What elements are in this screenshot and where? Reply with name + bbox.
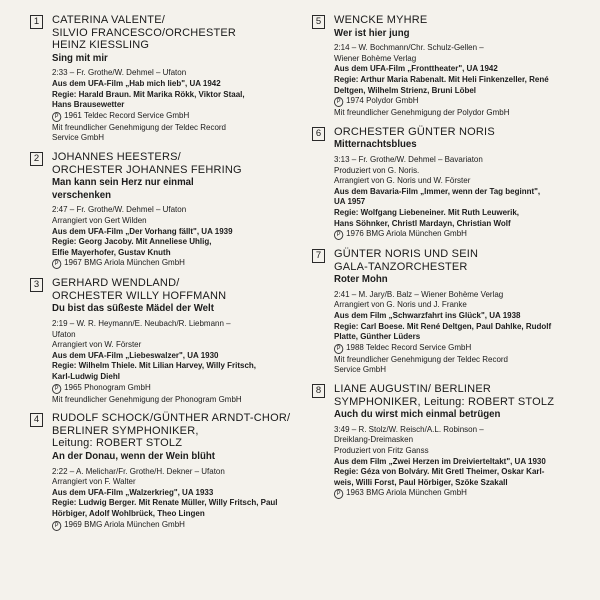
credit-text: Karl-Ludwig Diehl [52, 371, 120, 382]
artist-line: ORCHESTER JOHANNES FEHRING [52, 163, 242, 176]
credit-text: Mit freundlicher Genehmigung der Phonogram GmbH [52, 393, 242, 404]
credit-text: 3:13 – Fr. Grothe/W. Dehmel – Bavariaton [334, 153, 483, 164]
credit-text: Regie: Carl Boese. Mit René Deltgen, Paul Dahlke, Rudolf [334, 320, 552, 331]
credit-text: 3:49 – R. Stolz/W. Reisch/A.L. Robinson – [334, 423, 484, 434]
credit-text: Aus dem UFA-Film „Der Vorhang fällt", UA 1939 [52, 225, 233, 236]
credit-line [52, 497, 290, 508]
credit-line [334, 186, 567, 197]
credit-line [334, 74, 567, 85]
credit-line [334, 228, 567, 240]
credit-line [52, 204, 290, 215]
credit-line [334, 42, 567, 53]
credit-line [334, 456, 567, 467]
credit-text: Elfie Mayerhofer, Gustav Knuth [52, 246, 171, 257]
credit-line [52, 132, 290, 143]
credit-line [334, 466, 567, 477]
credit-text: 1961 Teldec Record Service GmbH [64, 109, 190, 120]
credit-line [52, 318, 290, 329]
phonogram-p-icon: P [334, 344, 343, 354]
credit-line [334, 354, 567, 365]
credit-text: Regie: Arthur Maria Rabenalt. Mit Heli Finkenzeller, René [334, 73, 549, 84]
artist-line: ORCHESTER GÜNTER NORIS [334, 125, 495, 138]
credit-text: 1988 Teldec Record Service GmbH [346, 341, 472, 352]
song-title: Mitternachtsblues [334, 138, 417, 151]
credit-line [52, 487, 290, 498]
track-8 [312, 383, 584, 499]
credit-line [52, 67, 290, 78]
credit-text: 2:22 – A. Melichar/Fr. Grothe/H. Dekner – Ufaton [52, 465, 225, 476]
credit-text: UA 1957 [334, 196, 366, 207]
credit-text: Aus dem UFA-Film „Walzerkrieg", UA 1933 [52, 486, 214, 497]
song-title: Roter Mohn [334, 273, 388, 286]
artist-line: ORCHESTER WILLY HOFFMANN [52, 289, 227, 302]
credit-text: Produziert von G. Noris. [334, 164, 420, 175]
track-number-box: 3 [30, 278, 43, 292]
credit-text: Deltgen, Wilhelm Strienz, Bruni Löbel [334, 84, 477, 95]
artist-line: Leitung: ROBERT STOLZ [52, 437, 183, 450]
track-7 [312, 248, 584, 375]
credit-line [334, 331, 567, 342]
credit-text: Service GmbH [52, 132, 104, 143]
credit-line [52, 78, 290, 89]
artist-line: CATERINA VALENTE/ [52, 14, 166, 26]
credit-text: Hans Brausewetter [52, 99, 125, 110]
credit-line [52, 339, 290, 350]
credit-line [52, 350, 290, 361]
credit-line [52, 371, 290, 382]
track-number-box: 7 [312, 249, 325, 263]
right-column [312, 14, 584, 507]
credit-line [52, 247, 290, 258]
track-1 [30, 14, 308, 143]
track-2 [30, 151, 308, 269]
credit-line [334, 364, 567, 375]
credit-line [334, 95, 567, 107]
phonogram-p-icon: P [52, 112, 61, 122]
credit-text: 1963 BMG Ariola München GmbH [346, 487, 467, 498]
credit-line [52, 215, 290, 226]
credit-line [52, 382, 290, 394]
credit-line [334, 63, 567, 74]
credit-text: Regie: Wolfgang Liebeneiner. Mit Ruth Leuwerik, [334, 206, 520, 217]
song-title: Sing mit mir [52, 51, 108, 64]
credit-text: Platte, Günther Lüders [334, 331, 421, 342]
phonogram-p-icon: P [334, 97, 343, 107]
song-title: Wer ist hier jung [334, 26, 410, 39]
track-6 [312, 126, 584, 240]
credit-line [334, 477, 567, 488]
credit-line [334, 218, 567, 229]
credit-text: Aus dem Film „Schwarzfahrt ins Glück", UA 1938 [334, 310, 521, 321]
credit-line [52, 226, 290, 237]
credit-text: Hörbiger, Adolf Wohlbrück, Theo Lingen [52, 507, 205, 518]
credit-line [334, 154, 567, 165]
credit-line [52, 394, 290, 405]
credit-line [334, 321, 567, 332]
song-title: Du bist das süßeste Mädel der Welt [52, 302, 214, 315]
artist-line: GERHARD WENDLAND/ [52, 277, 180, 290]
track-number-box: 2 [30, 152, 43, 166]
credit-text: 2:14 – W. Bochmann/Chr. Schulz-Gellen – [334, 42, 484, 53]
credit-line [52, 89, 290, 100]
credit-text: Mit freundlicher Genehmigung der Teldec Record [334, 353, 508, 364]
credit-text: Arrangiert von G. Noris und J. Franke [334, 299, 467, 310]
track-number-box: 4 [30, 413, 43, 427]
credit-text: Aus dem UFA-Film „Liebeswalzer", UA 1930 [52, 349, 219, 360]
track-number-box: 5 [312, 15, 325, 29]
artist-line: JOHANNES HEESTERS/ [52, 150, 181, 163]
credit-line [334, 196, 567, 207]
credit-line [334, 299, 567, 310]
credit-line [334, 85, 567, 96]
credit-text: 1967 BMG Ariola München GmbH [64, 257, 185, 268]
credit-text: Arrangiert von Gert Wilden [52, 214, 147, 225]
credit-text: Dreiklang-Dreimasken [334, 434, 414, 445]
artist-line: HEINZ KIESSLING [52, 39, 150, 52]
credit-text: Aus dem UFA-Film „Fronttheater", UA 1942 [334, 63, 498, 74]
artist-line: SILVIO FRANCESCO/ORCHESTER [52, 26, 237, 39]
credit-line [52, 236, 290, 247]
credit-line [334, 107, 567, 118]
credit-text: Arrangiert von G. Noris und W. Förster [334, 175, 471, 186]
artist-line: RUDOLF SCHOCK/GÜNTHER ARNDT-CHOR/ [52, 412, 291, 425]
phonogram-p-icon: P [334, 230, 343, 240]
credit-line [334, 310, 567, 321]
credit-text: 1969 BMG Ariola München GmbH [64, 518, 185, 529]
artist-line: WENCKE MYHRE [334, 14, 428, 26]
credit-text: Arrangiert von W. Förster [52, 339, 142, 350]
credit-line [52, 508, 290, 519]
credit-line [334, 487, 567, 499]
phonogram-p-icon: P [334, 489, 343, 499]
credit-text: 1974 Polydor GmbH [346, 95, 419, 106]
phonogram-p-icon: P [52, 384, 61, 394]
credit-text: 2:19 – W. R. Heymann/E. Neubach/R. Liebmann – [52, 318, 231, 329]
artist-line: SYMPHONIKER, Leitung: ROBERT STOLZ [334, 395, 555, 408]
track-5 [312, 14, 584, 118]
credit-text: Mit freundlicher Genehmigung der Polydor GmbH [334, 107, 510, 118]
credit-text: Hans Söhnker, Christl Mardayn, Christian Wolf [334, 217, 511, 228]
credit-text: Wiener Bohème Verlag [334, 52, 417, 63]
credit-text: Aus dem Bavaria-Film „Immer, wenn der Tag beginnt", [334, 185, 541, 196]
credit-line [334, 424, 567, 435]
credit-line [52, 466, 290, 477]
credit-text: 1965 Phonogram GmbH [64, 381, 151, 392]
credit-line [52, 110, 290, 122]
credit-line [52, 329, 290, 340]
credit-line [334, 434, 567, 445]
credit-line [52, 257, 290, 269]
artist-line: GALA-TANZORCHESTER [334, 260, 468, 273]
artist-line: BERLINER SYMPHONIKER, [52, 424, 199, 437]
credit-line [52, 99, 290, 110]
credit-text: Mit freundlicher Genehmigung der Teldec Record [52, 121, 226, 132]
credit-line [334, 175, 567, 186]
track-4 [30, 412, 308, 530]
credit-line [52, 360, 290, 371]
credit-text: Arrangiert von F. Walter [52, 476, 136, 487]
credit-text: Regie: Harald Braun. Mit Marika Rökk, Viktor Staal, [52, 88, 245, 99]
credit-text: Aus dem UFA-Film „Hab mich lieb", UA 1942 [52, 77, 221, 88]
credit-text: 2:47 – Fr. Grothe/W. Dehmel – Ufaton [52, 204, 187, 215]
credit-line [334, 53, 567, 64]
credit-text: Regie: Georg Jacoby. Mit Anneliese Uhlig, [52, 236, 212, 247]
credit-text: 2:33 – Fr. Grothe/W. Dehmel – Ufaton [52, 67, 187, 78]
song-title: verschenken [52, 188, 112, 201]
credit-line [52, 122, 290, 133]
track-number-box: 8 [312, 384, 325, 398]
left-column [30, 14, 308, 539]
song-title: Auch du wirst mich einmal betrügen [334, 408, 501, 421]
credit-text: 1976 BMG Ariola München GmbH [346, 228, 467, 239]
artist-line: LIANE AUGUSTIN/ BERLINER [334, 383, 492, 396]
credit-text: Produziert von Fritz Ganss [334, 445, 429, 455]
track-3 [30, 277, 308, 404]
credit-text: weis, Willi Forst, Paul Hörbiger, Szöke Szakall [334, 476, 508, 487]
credit-line [334, 289, 567, 300]
phonogram-p-icon: P [52, 521, 61, 531]
credit-text: Regie: Ludwig Berger. Mit Renate Müller, Willy Fritsch, Paul [52, 497, 278, 508]
credit-line [52, 476, 290, 487]
credit-text: Regie: Wilhelm Thiele. Mit Lilian Harvey, Willy Fritsch, [52, 360, 257, 371]
song-title: An der Donau, wenn der Wein blüht [52, 450, 215, 462]
phonogram-p-icon: P [52, 259, 61, 269]
credit-line [334, 207, 567, 218]
song-title: Man kann sein Herz nur einmal [52, 176, 194, 189]
credit-line [334, 165, 567, 176]
track-number-box: 6 [312, 127, 325, 141]
credit-line [52, 519, 290, 531]
credit-text: Regie: Géza von Bolváry. Mit Gretl Theimer, Oskar Karl- [334, 466, 545, 477]
credit-text: 2:41 – M. Jary/B. Balz – Wiener Bohème Verlag [334, 288, 504, 299]
credit-text: Aus dem Film „Zwei Herzen im Dreivierteltakt", UA 1930 [334, 455, 546, 466]
credit-text: Ufaton [52, 328, 76, 339]
credit-text: Service GmbH [334, 364, 386, 375]
artist-line: GÜNTER NORIS UND SEIN [334, 248, 479, 261]
credit-line [334, 342, 567, 354]
track-number-box: 1 [30, 15, 43, 29]
credit-line [334, 445, 567, 456]
